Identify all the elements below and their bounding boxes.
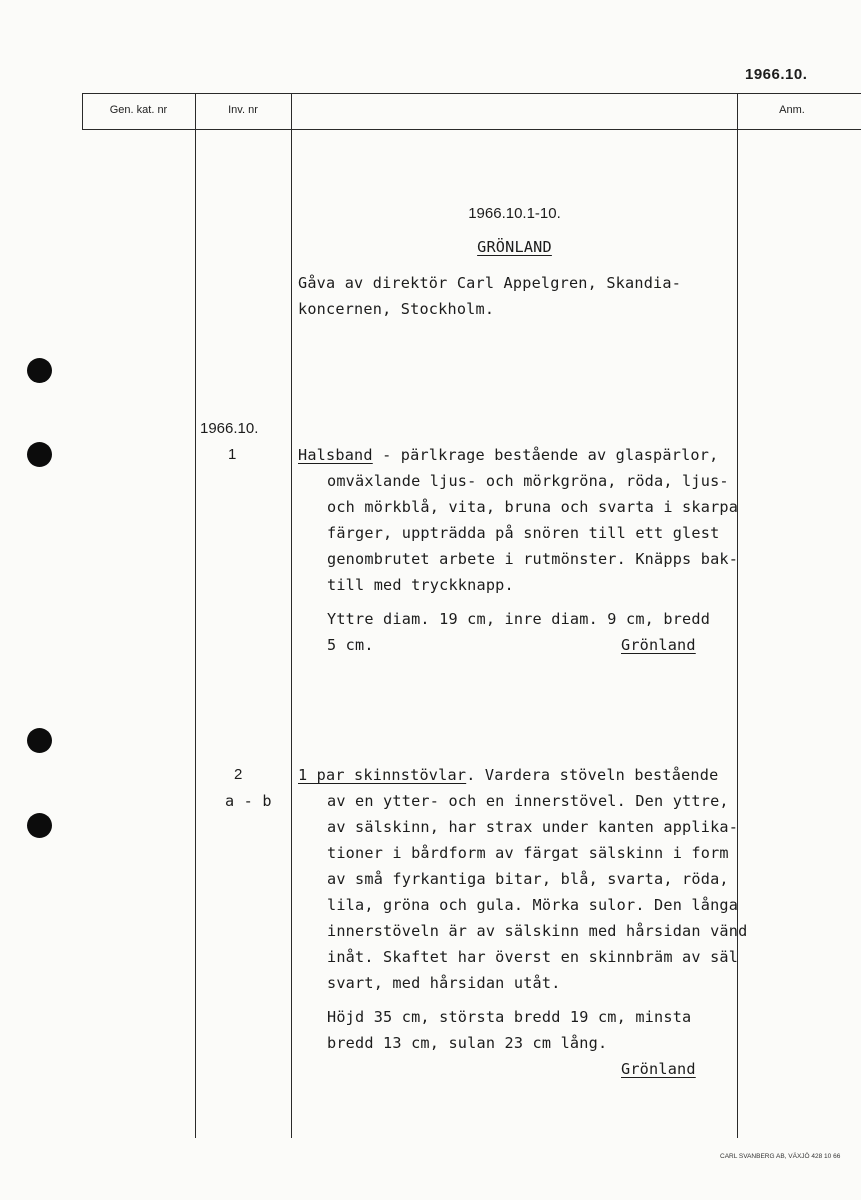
description-line: omväxlande ljus- och mörkgröna, röda, ljus- [327,472,729,490]
header-gen-kat-nr: Gen. kat. nr [109,104,168,116]
group-place: GRÖNLAND [477,238,552,256]
table-top-rule [82,93,861,94]
inv-sub-number: a - b [225,792,272,810]
description-line: svart, med hårsidan utåt. [327,974,561,992]
description-line: inåt. Skaftet har överst en skinnbräm av säl [327,948,739,966]
punch-hole [27,813,52,838]
donor-line: koncernen, Stockholm. [298,300,495,318]
dimensions-line: bredd 13 cm, sulan 23 cm lång. [327,1034,608,1052]
donor-statement [298,270,681,322]
column-rule-gen-kat [195,93,196,1138]
description-line: färger, uppträdda på snören till ett glest [327,524,720,542]
printer-imprint: CARL SVANBERG AB, VÄXJÖ 428 10 66 [720,1153,841,1160]
description-line: av sälskinn, har strax under kanten applika- [327,818,739,836]
entry-title: Halsband [298,446,373,464]
group-number-range: 1966.10.1-10. [468,205,561,222]
description-line: av små fyrkantiga bitar, blå, svarta, röda, [327,870,729,888]
punch-hole [27,728,52,753]
punch-hole [27,358,52,383]
inv-number: 1 [228,446,237,463]
description-line: tioner i bårdform av färgat sälskinn i form [327,844,729,862]
description-line: innerstöveln är av sälskinn med hårsidan vänd [327,922,748,940]
inv-number: 2 [234,766,243,783]
entry-title: 1 par skinnstövlar [298,766,467,784]
donor-line: Gåva av direktör Carl Appelgren, Skandia- [298,274,682,292]
punch-hole [27,442,52,467]
register-number: 1966.10. [745,66,808,83]
description-line: och mörkblå, vita, bruna och svarta i skarpa [327,498,739,516]
inv-prefix: 1966.10. [200,420,259,437]
description-line: . Vardera stöveln bestående [466,766,719,784]
catalog-entry [298,442,748,658]
dimensions-line: 5 cm. [327,636,374,654]
origin-label: Grönland [621,636,696,654]
dimensions-line: Höjd 35 cm, största bredd 19 cm, minsta [327,1008,692,1026]
description-line: till med tryckknapp. [327,576,514,594]
description-line: genombrutet arbete i rutmönster. Knäpps bak- [327,550,739,568]
catalog-entry [298,762,748,1082]
header-inv-nr: Inv. nr [228,104,258,116]
origin-label: Grönland [621,1060,696,1078]
description-line: - pärlkrage bestående av glaspärlor, [372,446,719,464]
dimensions-line: Yttre diam. 19 cm, inre diam. 9 cm, bredd [327,610,711,628]
description-line: av en ytter- och en innerstövel. Den yttre, [327,792,729,810]
header-anm: Anm. [779,104,805,116]
description-line: lila, gröna och gula. Mörka sulor. Den långa [327,896,739,914]
table-header-rule [82,129,861,130]
